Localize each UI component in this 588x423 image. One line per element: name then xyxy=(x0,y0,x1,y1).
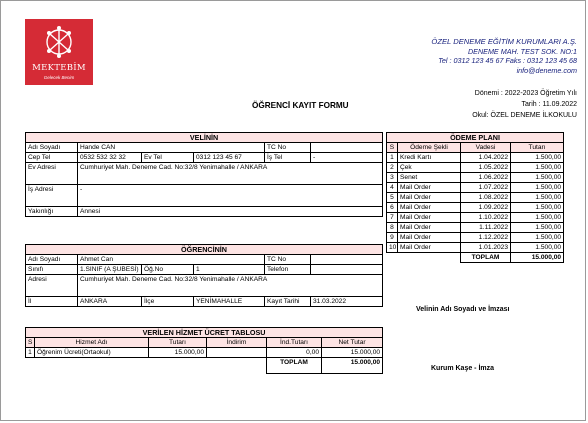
payment-method: Mail Order xyxy=(398,223,461,233)
parent-work-address: - xyxy=(78,185,383,207)
student-district: YENİMAHALLE xyxy=(194,297,265,307)
payment-amount: 1.500,00 xyxy=(511,233,564,243)
student-address-label: Adresi xyxy=(26,275,78,297)
term-info xyxy=(472,89,577,121)
logo-name: MEKTEBİM xyxy=(32,63,86,73)
table-row xyxy=(387,153,564,163)
table-row xyxy=(387,223,564,233)
student-no-label: Öğ.No xyxy=(142,265,194,275)
payment-method: Senet xyxy=(398,173,461,183)
payment-method: Kredi Kartı xyxy=(398,153,461,163)
payment-due: 1.09.2022 xyxy=(461,203,511,213)
table-row xyxy=(387,213,564,223)
payment-method: Mail Order xyxy=(398,243,461,253)
term-school: Okul: ÖZEL DENEME İLKOKULU xyxy=(472,111,577,119)
payment-total-label: TOPLAM xyxy=(461,253,511,263)
payment-s: 5 xyxy=(387,193,398,203)
student-phone-label: Telefon xyxy=(265,265,311,275)
student-address: Cumhuriyet Mah. Deneme Cad. No:32/8 Yenimahalle / ANKARA xyxy=(78,275,383,297)
payment-total: 15.000,00 xyxy=(511,253,564,263)
parent-relation-label: Yakınlığı xyxy=(26,207,78,217)
student-class: 1.SINIF (A ŞUBESİ) xyxy=(78,265,142,275)
payment-due: 1.06.2022 xyxy=(461,173,511,183)
payment-plan-table xyxy=(386,132,564,263)
parent-tc xyxy=(311,143,383,153)
payment-s: 1 xyxy=(387,153,398,163)
table-row xyxy=(387,173,564,183)
payment-due: 1.08.2022 xyxy=(461,193,511,203)
payment-col-due: Vadesi xyxy=(461,143,511,153)
parent-name-label: Adı Soyadı xyxy=(26,143,78,153)
service-amount: 15.000,00 xyxy=(149,348,207,358)
parent-work-phone: - xyxy=(311,153,383,163)
student-section-title: ÖĞRENCİNİN xyxy=(26,245,383,255)
services-total-label: TOPLAM xyxy=(267,358,322,374)
mektebim-logo xyxy=(25,19,93,85)
payment-due: 1.05.2022 xyxy=(461,163,511,173)
payment-amount: 1.500,00 xyxy=(511,243,564,253)
form-title: ÖĞRENCİ KAYIT FORMU xyxy=(252,101,349,110)
parent-name: Hande CAN xyxy=(78,143,265,153)
student-name-label: Adı Soyadı xyxy=(26,255,78,265)
payment-due: 1.04.2022 xyxy=(461,153,511,163)
parent-relation: Annesi xyxy=(78,207,383,217)
student-name: Ahmet Can xyxy=(78,255,265,265)
parent-home-address-label: Ev Adresi xyxy=(26,163,78,185)
payment-method: Çek xyxy=(398,163,461,173)
payment-s: 4 xyxy=(387,183,398,193)
student-tc-label: TC No xyxy=(265,255,311,265)
student-phone xyxy=(311,265,383,275)
student-reg-date-label: Kayıt Tarihi xyxy=(265,297,311,307)
payment-due: 1.11.2022 xyxy=(461,223,511,233)
parent-work-phone-label: İş Tel xyxy=(265,153,311,163)
services-section-title: VERİLEN HİZMET ÜCRET TABLOSU xyxy=(26,328,383,338)
payment-due: 1.12.2022 xyxy=(461,233,511,243)
parent-tc-label: TC No xyxy=(265,143,311,153)
services-table xyxy=(25,327,383,374)
student-reg-date: 31.03.2022 xyxy=(311,297,383,307)
company-phones: Tel : 0312 123 45 67 Faks : 0312 123 45 68 xyxy=(438,56,577,65)
parent-table xyxy=(25,132,383,217)
services-col-disc-amount: İnd.Tutarı xyxy=(267,338,322,348)
table-row xyxy=(387,203,564,213)
services-col-amount: Tutarı xyxy=(149,338,207,348)
table-row xyxy=(26,348,383,358)
payment-amount: 1.500,00 xyxy=(511,223,564,233)
table-row xyxy=(387,193,564,203)
services-total: 15.000,00 xyxy=(322,358,383,374)
logo-emblem-icon xyxy=(42,23,76,61)
payment-s: 2 xyxy=(387,163,398,173)
student-city: ANKARA xyxy=(78,297,142,307)
payment-s: 3 xyxy=(387,173,398,183)
payment-col-method: Ödeme Şekli xyxy=(398,143,461,153)
student-tc xyxy=(311,255,383,265)
service-net: 15.000,00 xyxy=(322,348,383,358)
parent-signature-label: Velinin Adı Soyadı ve İmzası xyxy=(416,306,510,313)
company-email: info@deneme.com xyxy=(516,65,577,75)
service-name: Öğrenim Ücreti(Ortaokul) xyxy=(35,348,149,358)
services-col-name: Hizmet Adı xyxy=(35,338,149,348)
parent-home-address: Cumhuriyet Mah. Deneme Cad. No:32/8 Yenimahalle / ANKARA xyxy=(78,163,383,185)
student-class-label: Sınıfı xyxy=(26,265,78,275)
services-col-discount: İndirim xyxy=(207,338,267,348)
payment-amount: 1.500,00 xyxy=(511,193,564,203)
logo-tagline: Gelecek Benim xyxy=(43,75,75,80)
student-district-label: İlçe xyxy=(142,297,194,307)
service-discount xyxy=(207,348,267,358)
payment-s: 6 xyxy=(387,203,398,213)
payment-method: Mail Order xyxy=(398,193,461,203)
parent-home-phone-label: Ev Tel xyxy=(142,153,194,163)
payment-s: 9 xyxy=(387,233,398,243)
table-row xyxy=(387,233,564,243)
payment-due: 1.10.2022 xyxy=(461,213,511,223)
payment-amount: 1.500,00 xyxy=(511,203,564,213)
table-row xyxy=(387,183,564,193)
company-address: DENEME MAH. TEST SOK. NO:1 xyxy=(467,46,577,56)
parent-mobile: 0532 532 32 32 xyxy=(78,153,142,163)
payment-method: Mail Order xyxy=(398,183,461,193)
table-row xyxy=(387,163,564,173)
parent-home-phone: 0312 123 45 67 xyxy=(194,153,265,163)
table-row xyxy=(387,243,564,253)
payment-method: Mail Order xyxy=(398,213,461,223)
term-date: Tarih : 11.09.2022 xyxy=(521,100,577,108)
payment-method: Mail Order xyxy=(398,203,461,213)
term-period: Dönemi : 2022-2023 Öğretim Yılı xyxy=(474,90,577,97)
payment-s: 8 xyxy=(387,223,398,233)
payment-col-s: S xyxy=(387,143,398,153)
payment-section-title: ÖDEME PLANI xyxy=(387,133,564,143)
company-info xyxy=(431,37,577,75)
student-table xyxy=(25,244,383,307)
company-name: ÖZEL DENEME EĞİTİM KURUMLARI A.Ş. xyxy=(431,37,577,46)
parent-mobile-label: Cep Tel xyxy=(26,153,78,163)
payment-amount: 1.500,00 xyxy=(511,153,564,163)
services-col-net: Net Tutar xyxy=(322,338,383,348)
student-no: 1 xyxy=(194,265,265,275)
payment-s: 10 xyxy=(387,243,398,253)
payment-amount: 1.500,00 xyxy=(511,163,564,173)
payment-due: 1.07.2022 xyxy=(461,183,511,193)
parent-work-address-label: İş Adresi xyxy=(26,185,78,207)
service-s: 1 xyxy=(26,348,35,358)
payment-col-amount: Tutarı xyxy=(511,143,564,153)
student-city-label: İl xyxy=(26,297,78,307)
institution-signature-label: Kurum Kaşe - İmza xyxy=(431,365,495,372)
payment-amount: 1.500,00 xyxy=(511,213,564,223)
payment-amount: 1.500,00 xyxy=(511,173,564,183)
payment-due: 1.01.2023 xyxy=(461,243,511,253)
payment-amount: 1.500,00 xyxy=(511,183,564,193)
services-col-s: S xyxy=(26,338,35,348)
payment-s: 7 xyxy=(387,213,398,223)
service-disc-amount: 0,00 xyxy=(267,348,322,358)
payment-method: Mail Order xyxy=(398,233,461,243)
parent-section-title: VELİNİN xyxy=(26,133,383,143)
